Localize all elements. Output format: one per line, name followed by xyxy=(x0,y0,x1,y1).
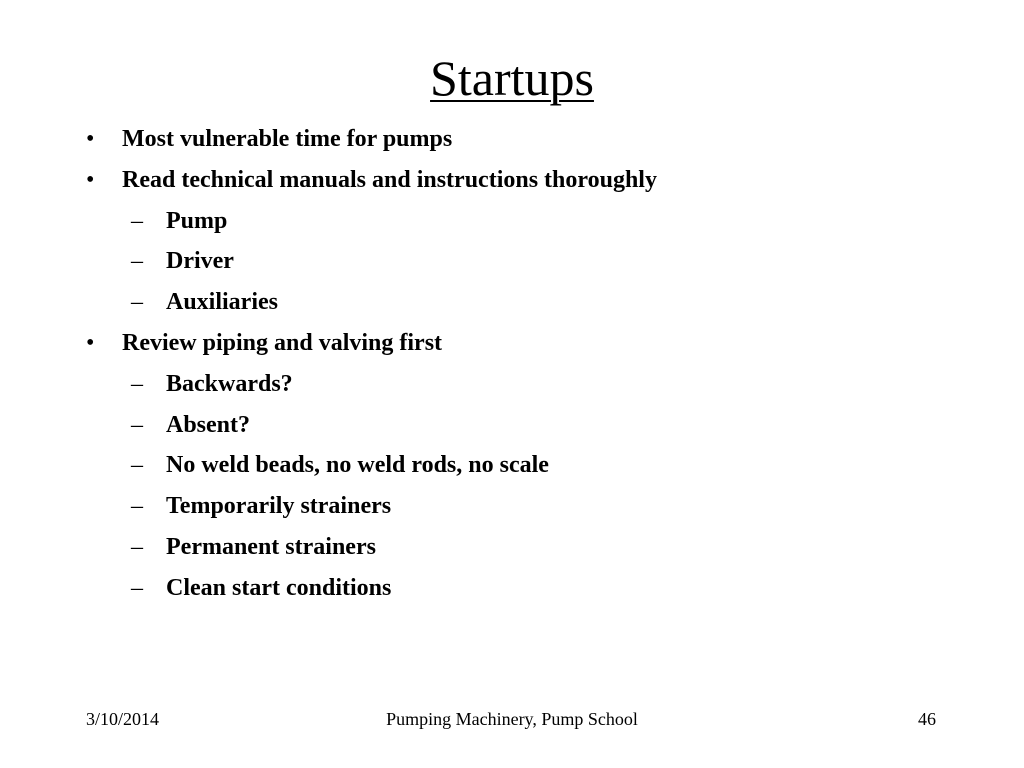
sub-bullet-text: Clean start conditions xyxy=(166,574,392,601)
dash-marker: – xyxy=(131,411,143,438)
slide-title: Startups xyxy=(430,50,594,106)
sub-bullet-text: Temporarily strainers xyxy=(166,493,392,520)
bullet-text: Review piping and valving first xyxy=(122,329,443,356)
sub-bullet-item xyxy=(0,282,1024,323)
sub-bullet-item xyxy=(0,364,1024,405)
sub-bullet-text: Permanent strainers xyxy=(166,533,376,560)
footer-date: 3/10/2014 xyxy=(86,709,160,729)
bullet-marker: • xyxy=(86,126,95,152)
sub-bullet-item xyxy=(0,405,1024,446)
page-number: 46 xyxy=(918,709,936,729)
dash-marker: – xyxy=(131,574,143,601)
sub-bullet-text: Auxiliaries xyxy=(166,289,278,316)
sub-bullet-item xyxy=(0,241,1024,282)
dash-marker: – xyxy=(131,533,143,560)
sub-bullet-text: Backwards? xyxy=(166,370,293,397)
sub-bullet-text: Absent? xyxy=(166,411,251,438)
sub-bullet-item xyxy=(0,201,1024,242)
bullet-item xyxy=(0,160,1024,201)
bullet-list xyxy=(0,119,1024,609)
sub-bullet-text: Pump xyxy=(166,207,228,234)
bullet-text: Read technical manuals and instructions thoroughly xyxy=(122,166,657,193)
bullet-marker: • xyxy=(86,329,95,356)
sub-bullet-item xyxy=(0,527,1024,568)
dash-marker: – xyxy=(131,493,143,520)
sub-bullet-text: Driver xyxy=(166,248,234,275)
footer-title: Pumping Machinery, Pump School xyxy=(386,709,638,729)
sub-bullet-item xyxy=(0,486,1024,527)
sub-bullet-item xyxy=(0,445,1024,486)
dash-marker: – xyxy=(131,248,143,275)
bullet-marker: • xyxy=(86,166,95,193)
bullet-item xyxy=(0,323,1024,364)
sub-bullet-text: No weld beads, no weld rods, no scale xyxy=(166,452,549,479)
dash-marker: – xyxy=(131,207,143,234)
bullet-item xyxy=(0,119,1024,160)
dash-marker: – xyxy=(131,370,143,397)
dash-marker: – xyxy=(131,289,143,316)
dash-marker: – xyxy=(131,452,143,479)
sub-bullet-item xyxy=(0,568,1024,609)
bullet-text: Most vulnerable time for pumps xyxy=(122,126,453,152)
